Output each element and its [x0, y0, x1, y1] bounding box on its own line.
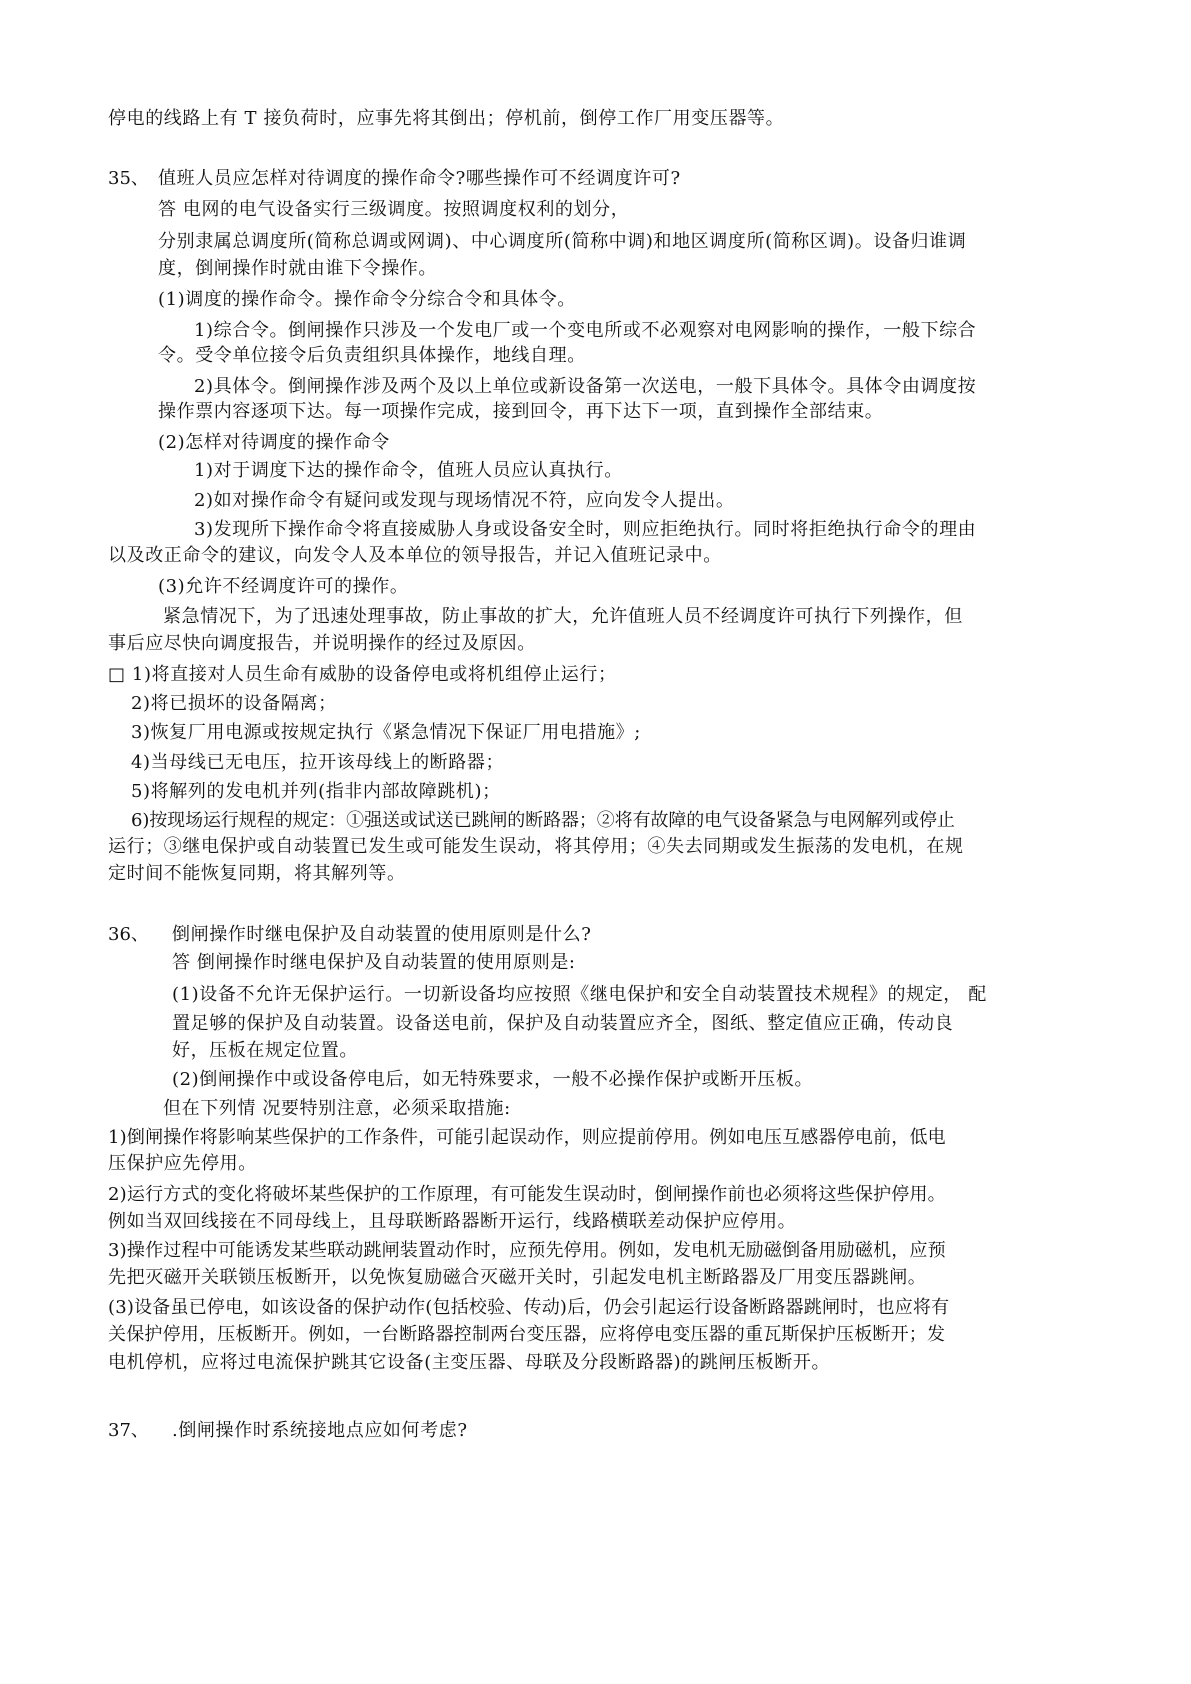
answer-35-line-3: (1)调度的操作命令。操作命令分综合令和具体令。: [158, 289, 576, 310]
answer-35-line-0: 答 电网的电气设备实行三级调度。按照调度权利的划分，: [158, 199, 630, 220]
answer-36-line-4: (2)倒闸操作中或设备停电后，如无特殊要求，一般不必操作保护或断开压板。: [172, 1069, 814, 1090]
answer-36-line-0: 答 倒闸操作时继电保护及自动装置的使用原则是:: [172, 952, 576, 973]
answer-36-line-14: 电机停机，应将过电流保护跳其它设备(主变压器、母联及分段断路器)的跳闸压板断开。: [108, 1352, 831, 1373]
answer-36-line-5: 但在下列情 况要特别注意，必须采取措施:: [163, 1098, 511, 1119]
answer-35-line-9: 1)对于调度下达的操作命令，值班人员应认真执行。: [194, 460, 623, 481]
question-35-title: 值班人员应怎样对待调度的操作命令?哪些操作可不经调度许可?: [158, 168, 681, 189]
answer-35-line-7: 操作票内容逐项下达。每一项操作完成，接到回令，再下达下一项，直到操作全部结束。: [158, 401, 884, 422]
question-37-number: 37、: [108, 1420, 149, 1441]
answer-35-line-14: 紧急情况下，为了迅速处理事故，防止事故的扩大，允许值班人员不经调度许可执行下列操作，但: [163, 606, 963, 627]
answer-36-line-2: 置足够的保护及自动装置。设备送电前，保护及自动装置应齐全，图纸、整定值应正确，传动良: [172, 1013, 954, 1034]
answer-35-line-1: 分别隶属总调度所(简称总调或网调)、中心调度所(简称中调)和地区调度所(简称区调)。设备归谁调: [158, 231, 967, 252]
answer-36-line-13: 关保护停用，压板断开。例如，一台断路器控制两台变压器，应将停电变压器的重瓦斯保护压板断开；发: [108, 1324, 946, 1345]
answer-36-line-1: (1)设备不允许无保护运行。一切新设备均应按照《继电保护和安全自动装置技术规程》的规定， 配: [172, 984, 987, 1005]
question-37-title: .倒闸操作时系统接地点应如何考虑?: [172, 1420, 468, 1441]
question-35-number: 35、: [108, 168, 149, 189]
intro-line: 停电的线路上有 T 接负荷时，应事先将其倒出；停机前，倒停工作厂用变压器等。: [108, 108, 785, 129]
answer-35-line-8: (2)怎样对待调度的操作命令: [158, 432, 390, 453]
answer-36-line-10: 3)操作过程中可能诱发某些联动跳闸装置动作时，应预先停用。例如，发电机无励磁倒备用励磁机，应预: [108, 1240, 946, 1261]
answer-36-line-3: 好，压板在规定位置。: [172, 1040, 358, 1061]
answer-35-line-16: □ 1)将直接对人员生命有威胁的设备停电或将机组停止运行；: [108, 664, 617, 685]
answer-35-line-12: 以及改正命令的建议，向发令人及本单位的领导报告，并记入值班记录中。: [108, 545, 722, 566]
answer-35-line-10: 2)如对操作命令有疑问或发现与现场情况不符，应向发令人提出。: [194, 490, 735, 511]
answer-35-line-15: 事后应尽快向调度报告，并说明操作的经过及原因。: [108, 633, 536, 654]
answer-35-line-17: 2)将已损坏的设备隔离；: [131, 693, 337, 714]
question-36-title: 倒闸操作时继电保护及自动装置的使用原则是什么?: [172, 924, 592, 945]
question-36-number: 36、: [108, 924, 149, 945]
answer-35-line-23: 定时间不能恢复同期，将其解列等。: [108, 863, 406, 884]
answer-35-line-18: 3)恢复厂用电源或按规定执行《紧急情况下保证厂用电措施》;: [131, 722, 641, 743]
answer-36-line-11: 先把灭磁开关联锁压板断开，以免恢复励磁合灭磁开关时，引起发电机主断路器及厂用变压器跳闸。: [108, 1267, 927, 1288]
answer-35-line-2: 度，倒闸操作时就由谁下令操作。: [158, 258, 437, 279]
answer-36-line-8: 2)运行方式的变化将破坏某些保护的工作原理，有可能发生误动时，倒闸操作前也必须将这些保护停用。: [108, 1184, 946, 1205]
answer-35-line-22: 运行；③继电保护或自动装置已发生或可能发生误动，将其停用；④失去同期或发生振荡的发电机，在规: [108, 836, 964, 857]
answer-36-line-12: (3)设备虽已停电，如该设备的保护动作(包括校验、传动)后，仍会引起运行设备断路器跳闸时，也应将有: [108, 1297, 950, 1318]
answer-35-line-19: 4)当母线已无电压，拉开该母线上的断路器；: [131, 752, 505, 773]
answer-35-line-6: 2)具体令。倒闸操作涉及两个及以上单位或新设备第一次送电，一般下具体令。具体令由调度按: [194, 376, 977, 397]
answer-35-line-4: 1)综合令。倒闸操作只涉及一个发电厂或一个变电所或不必观察对电网影响的操作，一般下综合: [194, 320, 977, 341]
answer-35-line-13: (3)允许不经调度许可的操作。: [158, 576, 409, 597]
answer-35-line-5: 令。受令单位接令后负责组织具体操作，地线自理。: [158, 345, 586, 366]
answer-36-line-7: 压保护应先停用。: [108, 1153, 257, 1174]
answer-35-line-20: 5)将解列的发电机并列(指非内部故障跳机)；: [131, 781, 501, 802]
answer-36-line-9: 例如当双回线接在不同母线上，且母联断路器断开运行，线路横联差动保护应停用。: [108, 1211, 797, 1232]
answer-35-line-11: 3)发现所下操作命令将直接威胁人身或设备安全时，则应拒绝执行。同时将拒绝执行命令的理由: [194, 519, 977, 540]
answer-35-line-21: 6)按现场运行规程的规定：①强送或试送已跳闸的断路器；②将有故障的电气设备紧急与电网解列或停止: [131, 810, 955, 831]
answer-36-line-6: 1)倒闸操作将影响某些保护的工作条件，可能引起误动作，则应提前停用。例如电压互感器停电前，低电: [108, 1127, 946, 1148]
